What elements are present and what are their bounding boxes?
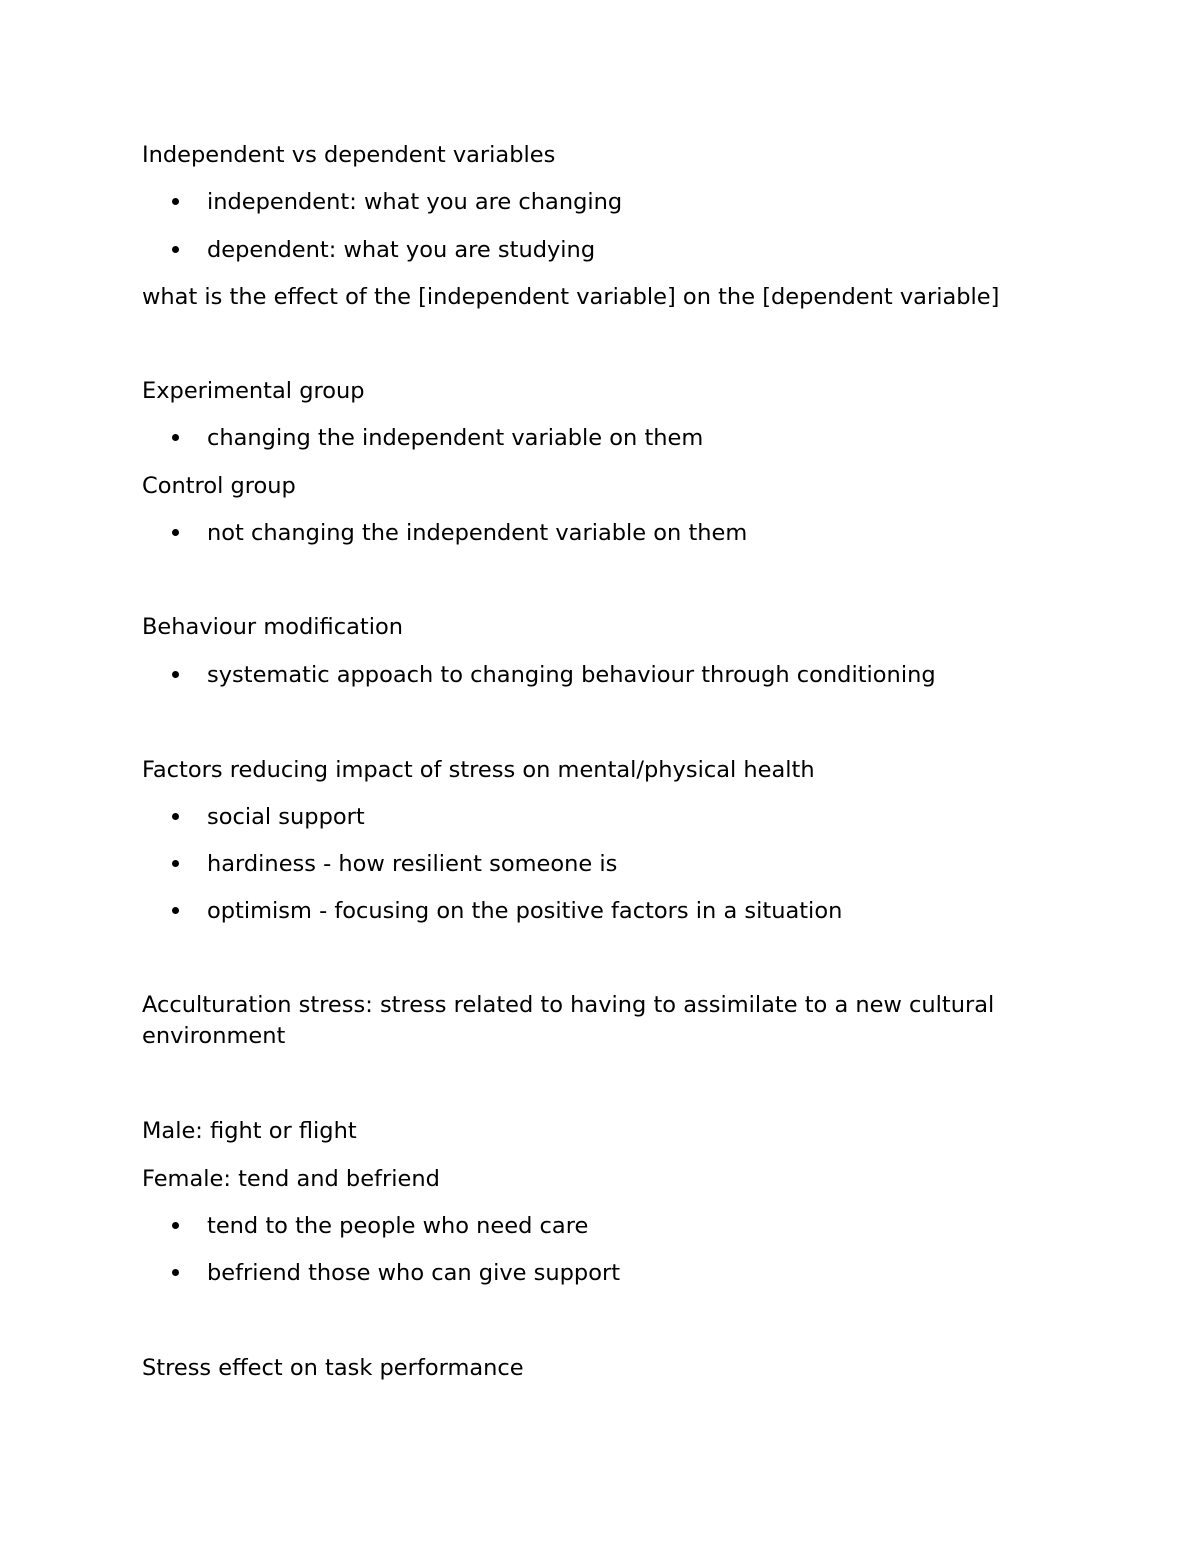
list-item-text: changing the independent variable on them xyxy=(207,425,704,451)
bullet-icon xyxy=(172,246,179,253)
bullet-icon xyxy=(172,198,179,205)
section-heading-stress-factors: Factors reducing impact of stress on mental/physical health xyxy=(142,757,815,783)
list-item xyxy=(172,235,595,265)
list-item-text: tend to the people who need care xyxy=(207,1213,589,1239)
list-item xyxy=(172,660,936,690)
list-item-text: systematic appoach to changing behaviour through conditioning xyxy=(207,662,936,688)
list-item xyxy=(172,423,703,453)
list-item-text: not changing the independent variable on them xyxy=(207,520,748,546)
list-item-text: dependent: what you are studying xyxy=(207,237,596,263)
section-heading-task-performance: Stress effect on task performance xyxy=(142,1355,524,1381)
bullet-icon xyxy=(172,907,179,914)
bullet-icon xyxy=(172,860,179,867)
acculturation-stress-line-2: environment xyxy=(142,1023,286,1049)
section-heading-variables: Independent vs dependent variables xyxy=(142,142,556,168)
section-heading-behaviour-modification: Behaviour modification xyxy=(142,614,403,640)
list-item xyxy=(172,518,747,548)
variables-note: what is the effect of the [independent variable] on the [dependent variable] xyxy=(142,284,1000,310)
bullet-icon xyxy=(172,671,179,678)
female-response: Female: tend and befriend xyxy=(142,1166,440,1192)
list-item-text: hardiness - how resilient someone is xyxy=(207,851,618,877)
list-item xyxy=(172,187,622,217)
list-item xyxy=(172,802,365,832)
section-heading-experimental-group: Experimental group xyxy=(142,378,365,404)
bullet-icon xyxy=(172,1222,179,1229)
list-item xyxy=(172,1211,588,1241)
section-heading-control-group: Control group xyxy=(142,473,296,499)
bullet-icon xyxy=(172,813,179,820)
bullet-icon xyxy=(172,1269,179,1276)
list-item-text: social support xyxy=(207,804,365,830)
bullet-icon xyxy=(172,529,179,536)
acculturation-stress-line-1: Acculturation stress: stress related to having to assimilate to a new cultural xyxy=(142,992,995,1018)
list-item xyxy=(172,896,842,926)
list-item-text: independent: what you are changing xyxy=(207,189,623,215)
list-item-text: optimism - focusing on the positive factors in a situation xyxy=(207,898,843,924)
male-response: Male: fight or flight xyxy=(142,1118,357,1144)
list-item-text: befriend those who can give support xyxy=(207,1260,621,1286)
bullet-icon xyxy=(172,434,179,441)
list-item xyxy=(172,1258,620,1288)
list-item xyxy=(172,849,617,879)
